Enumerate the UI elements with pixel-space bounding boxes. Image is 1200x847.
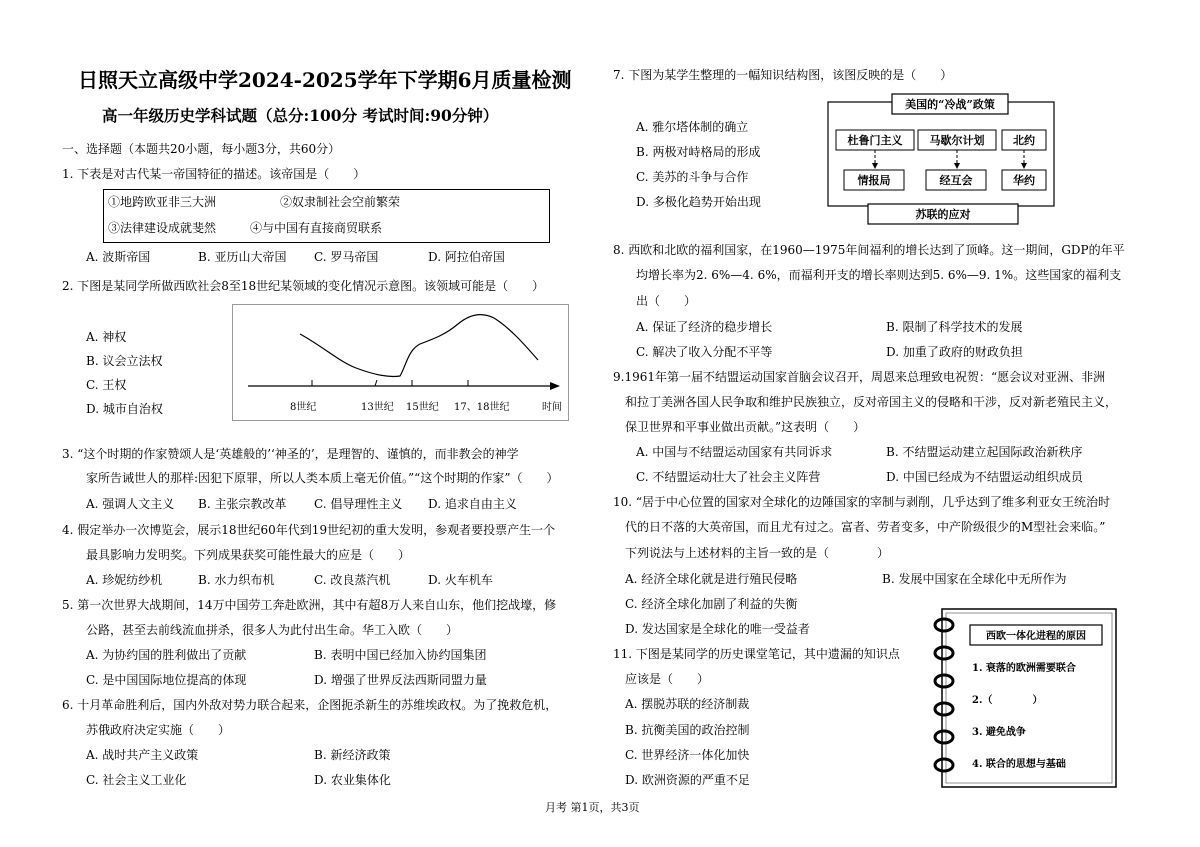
q11-option-b[interactable]: B. 抗衡美国的政治控制 [625,723,750,737]
q1-feature: ①地跨欧亚非三大洲 [108,195,217,209]
q9-option-a[interactable]: A. 中国与不结盟运动国家有共同诉求 [636,445,833,459]
q11-option-d[interactable]: D. 欧洲资源的严重不足 [625,773,750,787]
q1-option-a[interactable]: A. 波斯帝国 [86,250,151,264]
q11-line: 11. 下图是某同学的历史课堂笔记，其中遗漏的知识点 [613,647,900,661]
q3-option-a[interactable]: A. 强调人文主义 [86,497,175,511]
diagram-node: 华约 [1013,174,1035,187]
q6-option-c[interactable]: C. 社会主义工业化 [86,773,187,787]
axis-label-time: 时间 [542,402,562,413]
q10-option-c[interactable]: C. 经济全球化加剧了利益的失衡 [625,597,798,611]
note-title: 西欧一体化进程的原因 [986,631,1086,642]
q3-line: 3. “这个时期的作家赞颂人是‘英雄般的’‘神圣的’，是理智的、谨慎的，而非教会的神学 [62,447,519,461]
axis-label-15: 15世纪 [406,402,439,413]
q11-notebook [928,607,1120,790]
q4-line: 4. 假定举办一次博览会，展示18世纪60年代到19世纪初的重大发明，参观者要投票产生一个 [62,523,556,537]
q6-option-b[interactable]: B. 新经济政策 [314,748,391,762]
page-footer: 月考 第1页，共3页 [545,801,640,814]
q4-line: 最具影响力发明奖。下列成果获奖可能性最大的应是（ ） [86,548,411,562]
trend-curve [300,315,538,377]
q8-line: 均增长率为2. 6%—4. 6%，而福利开支的增长率则达到5. 6%—9. 1%。这些国家的福利支 [636,268,1122,282]
q1-stem: 1. 下表是对古代某一帝国特征的描述。该帝国是（ ） [62,167,366,181]
section-heading: 一、选择题（本题共20小题，每小题3分，共60分） [62,142,341,156]
q6-option-d[interactable]: D. 农业集体化 [314,773,391,787]
q9-option-b[interactable]: B. 不结盟运动建立起国际政治新秩序 [886,445,1083,459]
q3-option-c[interactable]: C. 倡导理性主义 [314,497,403,511]
q4-option-a[interactable]: A. 珍妮纺纱机 [86,573,163,587]
q8-line: 出（ ） [636,294,697,308]
q7-option-d[interactable]: D. 多极化趋势开始出现 [636,195,761,209]
q9-line: 保卫世界和平事业做出贡献。”这表明（ ） [625,420,866,434]
axis-label-8: 8世纪 [290,402,317,413]
note-item: 4. 联合的思想与基础 [972,759,1066,770]
q2-trend-diagram [232,304,570,422]
q4-option-b[interactable]: B. 水力织布机 [198,573,275,587]
q10-option-a[interactable]: A. 经济全球化就是进行殖民侵略 [625,572,798,586]
q10-line: 代的日不落的大英帝国，而且尤有过之。富者、劳者变多，中产阶级很少的M型社会来临。” [625,520,1106,534]
axis-arrow-icon [550,382,560,390]
axis-label-13: 13世纪 [361,402,394,413]
q1-feature: ②奴隶制社会空前繁荣 [280,195,401,209]
q5-option-c[interactable]: C. 是中国国际地位提高的体现 [86,673,247,687]
diagram-node: 北约 [1013,134,1035,147]
q11-option-c[interactable]: C. 世界经济一体化加快 [625,748,750,762]
q7-option-c[interactable]: C. 美苏的斗争与合作 [636,170,749,184]
diagram-node: 杜鲁门主义 [847,134,903,147]
q6-line: 苏俄政府决定实施（ ） [86,723,231,737]
q2-option-a[interactable]: A. 神权 [86,330,127,344]
q3-option-b[interactable]: B. 主张宗教改革 [198,497,287,511]
diagram-node: 马歇尔计划 [929,134,985,147]
q9-option-d[interactable]: D. 中国已经成为不结盟运动组织成员 [886,470,1083,484]
q7-stem: 7. 下图为某学生整理的一幅知识结构图，该图反映的是（ ） [613,68,953,82]
q2-stem: 2. 下图是某同学所做西欧社会8至18世纪某领域的变化情况示意图。该领域可能是（ ） [62,279,545,293]
q11-line: 应该是（ ） [625,672,710,686]
q2-option-d[interactable]: D. 城市自治权 [86,402,163,416]
q2-option-b[interactable]: B. 议会立法权 [86,354,163,368]
diagram-bottom: 苏联的应对 [915,208,971,221]
q1-feature: ③法律建设成就斐然 [108,221,217,235]
diagram-node: 经互会 [939,174,973,187]
q4-option-d[interactable]: D. 火车机车 [428,573,493,587]
q5-option-b[interactable]: B. 表明中国已经加入协约国集团 [314,648,487,662]
q7-option-b[interactable]: B. 两极对峙格局的形成 [636,145,761,159]
q8-option-b[interactable]: B. 限制了科学技术的发展 [886,320,1023,334]
page-subtitle: 高一年级历史学科试题（总分:100分 考试时间:90分钟） [102,106,499,125]
q3-option-d[interactable]: D. 追求自由主义 [428,497,517,511]
q9-option-c[interactable]: C. 不结盟运动壮大了社会主义阵营 [636,470,821,484]
note-item: 1. 衰落的欧洲需要联合 [972,663,1076,674]
q3-line: 家所告诫世人的那样:因犯下原罪，所以人类本质上毫无价值。”“这个时期的作家”（ ） [86,471,559,485]
diagram-node: 情报局 [857,174,891,187]
q5-option-d[interactable]: D. 增强了世界反法西斯同盟力量 [314,673,487,687]
q1-option-d[interactable]: D. 阿拉伯帝国 [428,250,505,264]
note-item: 3. 避免战争 [972,727,1026,738]
q4-option-c[interactable]: C. 改良蒸汽机 [314,573,391,587]
q5-option-a[interactable]: A. 为协约国的胜利做出了贡献 [86,648,247,662]
q10-option-d[interactable]: D. 发达国家是全球化的唯一受益者 [625,622,810,636]
q11-option-a[interactable]: A. 摆脱苏联的经济制裁 [625,697,750,711]
q2-option-c[interactable]: C. 王权 [86,378,127,392]
q7-option-a[interactable]: A. 雅尔塔体制的确立 [636,120,749,134]
q5-line: 5. 第一次世界大战期间，14万中国劳工奔赴欧洲，其中有超8万人来自山东，他们挖战壕，修 [62,598,557,612]
q1-option-c[interactable]: C. 罗马帝国 [314,250,379,264]
q10-line: 下列说法与上述材料的主旨一致的是（ ） [625,546,890,560]
q6-option-a[interactable]: A. 战时共产主义政策 [86,748,199,762]
q10-option-b[interactable]: B. 发展中国家在全球化中无所作为 [882,572,1067,586]
q8-line: 8. 西欧和北欧的福利国家，在1960—1975年间福利的增长达到了顶峰。这一期间，GDP的年平 [613,243,1125,257]
q6-line: 6. 十月革命胜利后，国内外敌对势力联合起来，企图扼杀新生的苏维埃政权。为了挽救危机， [62,698,558,712]
note-item: 2.（ ） [972,695,1043,706]
q5-line: 公路，甚至去前线流血拼杀，很多人为此付出生命。华工入欧（ ） [86,623,459,637]
q8-option-c[interactable]: C. 解决了收入分配不平等 [636,345,773,359]
q10-line: 10. “居于中心位置的国家对全球化的边陲国家的宰制与剥削，几乎达到了维多利亚女王统治时 [613,495,1111,509]
q1-option-b[interactable]: B. 亚历山大帝国 [198,250,287,264]
diagram-top: 美国的“冷战”政策 [905,98,995,111]
axis-label-17-18: 17、18世纪 [454,402,510,413]
page-title: 日照天立高级中学2024-2025学年下学期6月质量检测 [78,68,572,92]
q9-line: 和拉丁美洲各国人民争取和维护民族独立，反对帝国主义的侵略和干涉，反对新老殖民主义， [625,395,1118,409]
q1-feature: ④与中国有直接商贸联系 [250,221,383,235]
q8-option-d[interactable]: D. 加重了政府的财政负担 [886,345,1023,359]
q9-line: 9.1961年第一届不结盟运动国家首脑会议召开，周恩来总理致电祝贺：“愿会议对亚洲、非洲 [613,370,1106,384]
q8-option-a[interactable]: A. 保证了经济的稳步增长 [636,320,773,334]
q7-structure-diagram [826,92,1058,228]
